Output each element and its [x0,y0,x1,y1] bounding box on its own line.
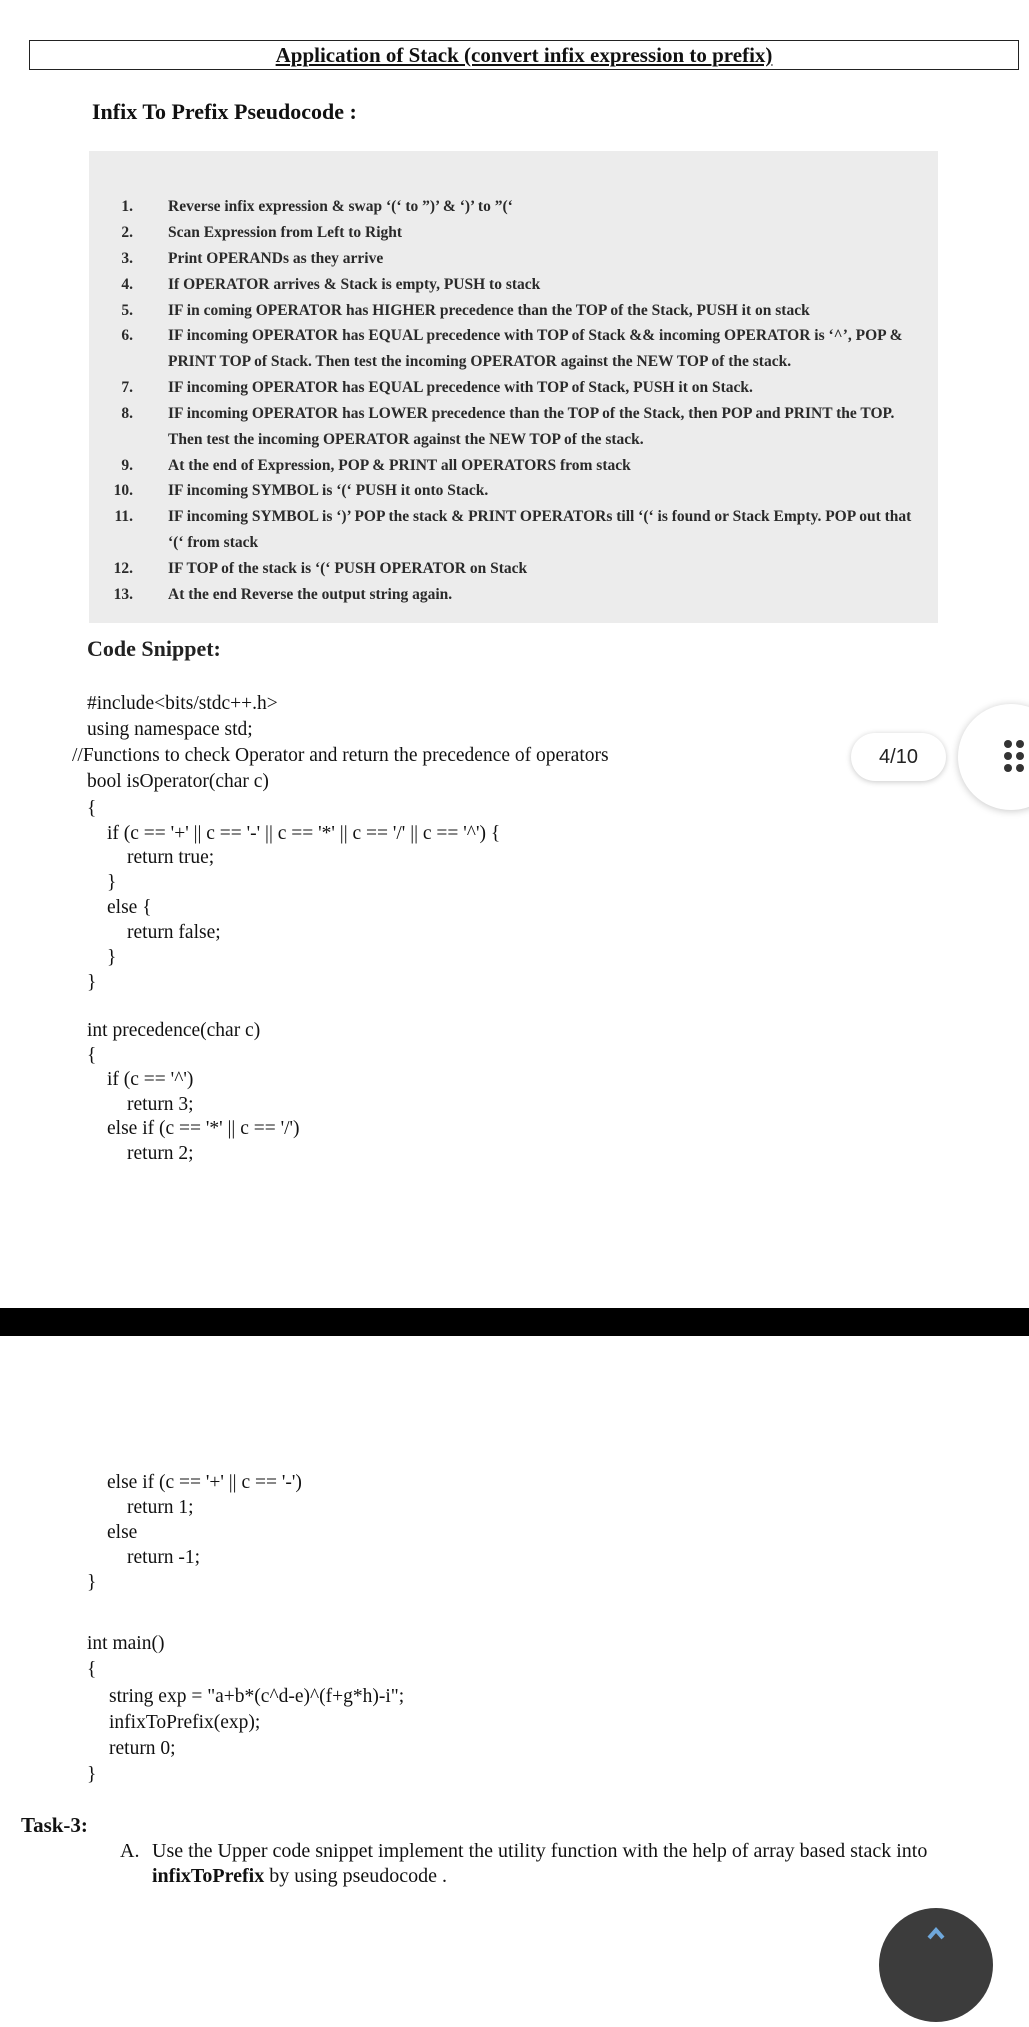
code-line: #include<bits/stdc++.h> [87,693,278,714]
grid-dots-icon[interactable] [958,704,1029,810]
code-line: } [87,1572,97,1593]
code-line: } [107,947,117,968]
code-line: else { [107,897,152,918]
code-line: } [107,872,117,893]
code-line: if (c == '^') [107,1069,194,1090]
code-line: infixToPrefix(exp); [109,1712,261,1733]
code-line: if (c == '+' || c == '-' || c == '*' || c == '/' || c == '^') { [107,823,501,844]
code-snippet-heading: Code Snippet: [87,636,221,661]
code-line: { [87,798,97,819]
code-line: return -1; [127,1547,201,1568]
code-line: string exp = "a+b*(c^d-e)^(f+g*h)-i"; [109,1686,405,1707]
document-title: Application of Stack (convert infix expression to prefix) [275,42,773,67]
code-line: { [87,1045,97,1066]
code-line: return 3; [127,1094,194,1115]
pseudocode-box: 1. Reverse infix expression & swap ‘(‘ to ”)’ & ‘)’ to ”(‘ 2. Scan Expression from Left to Right 3. Print OPERANDs as they arrive 4. If OPERATOR arrives & Stack is empty, PUSH to stack 5. IF in coming OPERATOR has HIGHER precedence than the TOP of the Stack, PUSH it on stack 6. IF incoming OPERATOR has EQUAL precedence with TOP of Stack && incoming OPERATOR is ‘^’, POP & PRINT TOP of Stack. Then test the incoming OPERATOR against the NEW TOP of the stack. 7. IF incoming OPERATOR has EQUAL precedence with TOP of Stack, PUSH it on Stack. 8. IF incoming OPERATOR has LOWER precedence than the TOP of the Stack, then POP and PRINT the TOP. Then test the incoming OPERATOR against the NEW TOP of the stack. 9. At the end of Expression, POP & PRINT all OPERATORS from stack 10. IF incoming SYMBOL is ‘(‘ PUSH it onto Stack. 11. IF incoming SYMBOL is ‘)’ POP the stack & PRINT OPERATORs till ‘(‘ is found or Stack Empty. POP out that ‘(‘ from stack 12. IF TOP of the stack is ‘(‘ PUSH OPERATOR on Stack 13. At the end Reverse the output string again. [89,151,938,623]
code-line: return 2; [127,1143,194,1164]
task-label: Task-3: [21,1813,88,1837]
code-line: int precedence(char c) [87,1020,261,1041]
edit-icon[interactable] [879,1908,993,2022]
code-line: else if (c == '+' || c == '-') [107,1472,302,1493]
code-line: } [87,1764,97,1785]
code-line: return 0; [109,1738,176,1759]
code-line: //Functions to check Operator and return the precedence of operators [72,745,609,766]
page-separator [0,1308,1029,1336]
code-line: else [107,1522,138,1543]
pseudocode-heading: Infix To Prefix Pseudocode : [92,99,357,124]
code-line: return true; [127,847,215,868]
code-line: } [87,972,97,993]
code-line: { [87,1659,97,1680]
code-line: return 1; [127,1497,194,1518]
code-line: return false; [127,922,221,943]
document-title-box [29,40,1019,70]
task-item-letter: A. [120,1840,140,1862]
task-item-text: Use the Upper code snippet implement the utility function with the help of array based stack into infixToPrefix by using pseudocode . [152,1840,928,1887]
page-indicator: 4/10 [851,733,946,781]
code-line: using namespace std; [87,719,253,740]
code-line: int main() [87,1633,165,1654]
code-line: else if (c == '*' || c == '/') [107,1118,300,1139]
code-line: bool isOperator(char c) [87,771,269,792]
